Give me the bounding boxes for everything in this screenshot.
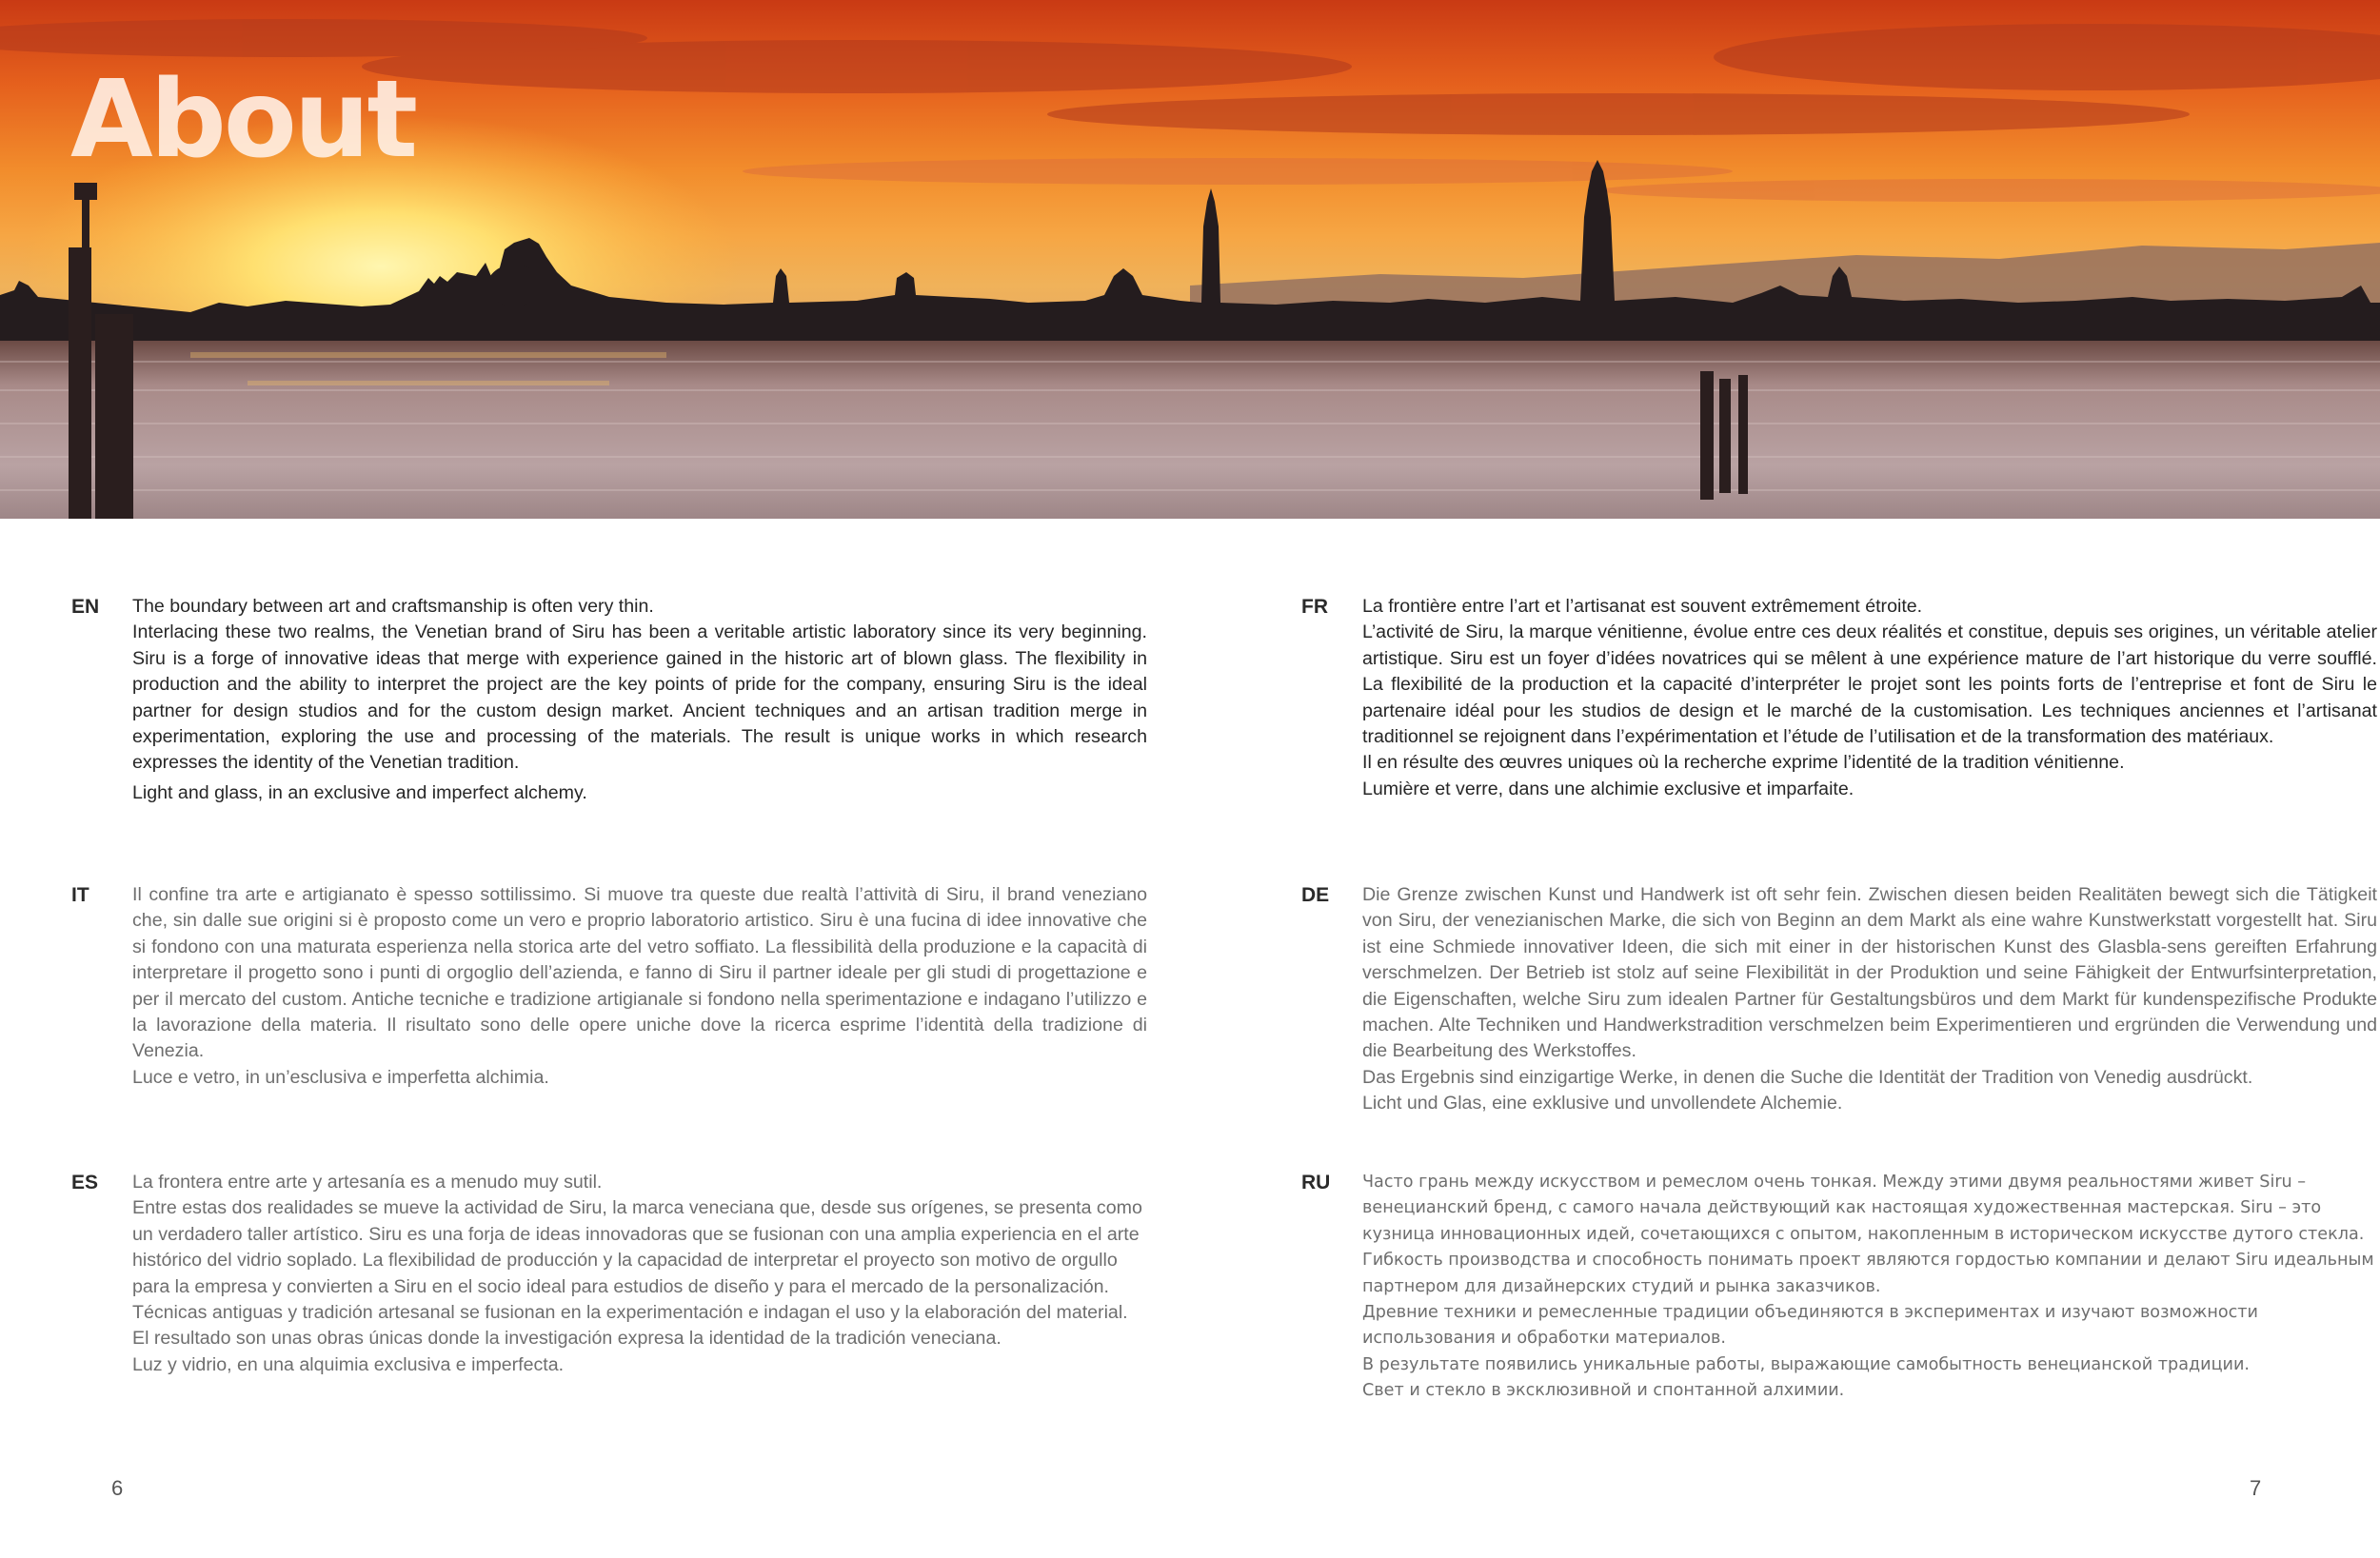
page-title: About [70, 58, 416, 182]
language-code: EN [71, 596, 100, 618]
paragraph: Часто грань между искусством и ремеслом очень тонкая. Между этими двумя реальностями живет Siru – венецианский бренд, с самого начала действующий как настоящая художественная мастерская. Siru – это кузница инновационных идей, сочетающихся с опытом, накопленным в историческом искусстве дутого стекла. [1362, 1173, 2365, 1244]
paragraph: Luce e vetro, in un’esclusiva e imperfetta alchimia. [132, 1066, 549, 1088]
page-number-left: 6 [111, 1476, 124, 1500]
section-it [71, 882, 1147, 1091]
paragraph: Il en résulte des œuvres uniques où la recherche exprime l’identité de la tradition vénitienne. [1362, 752, 2125, 774]
paragraph: Licht und Glas, eine exklusive und unvollendete Alchemie. [1362, 1093, 1843, 1114]
section-text [1362, 594, 2377, 802]
paragraph: Técnicas antiguas y tradición artesanal se fusionan en la experimentación e indagan el uso y la elaboración del material. El resultado son unas obras únicas donde la investigación expresa la identidad de la tradición veneciana. [132, 1302, 1128, 1350]
language-code: RU [1301, 1172, 1331, 1193]
language-code: ES [71, 1172, 99, 1193]
paragraph: Light and glass, in an exclusive and imperfect alchemy. [132, 781, 587, 803]
paragraph: Die Grenze zwischen Kunst und Handwerk ist oft sehr fein. Zwischen diesen beiden Realitäten bewegt sich die Tätigkeit von Siru, der venezianischen Marke, die sich von Beginn an dem Markt als eine wahre Kunstwerkstatt vorgestellt hat. Siru ist eine Schmiede innovativer Ideen, die sich mit einer in der historischen Kunst des Glasbla-sens gereiften Erfahrung verschmelzen. Der Betrieb ist stolz auf seine Flexibilität in der Produktion und seine Fähigkeit der Entwurfsinterpretation, die Eigenschaften, welche Siru zum idealen Partner für Gestaltungsbüros und dem Markt für kundenspezifische Produkte machen. Alte Techniken und Handwerkstradition verschmelzen beim Experimentieren und ergründen die Verwendung und die Bearbeitung des Werkstoffes. [1362, 884, 2377, 1062]
section-text [1362, 1170, 2377, 1405]
section-es [71, 1170, 1147, 1378]
section-ru [1301, 1170, 2377, 1405]
paragraph: В результате появились уникальные работы, выражающие самобытность венецианской традиции. [1362, 1354, 2251, 1374]
paragraph: Il confine tra arte e artigianato è spesso sottilissimo. Si muove tra queste due realtà l’attività di Siru, il brand veneziano che, sin dalle sue origini si è proposto come un vero e proprio laboratorio artistico. Siru è una fucina di idee innovative che si fondono con una maturata esperienza nella storica arte del vetro soffiato. La flessibilità della produzione e la capacità di interpretare il progetto sono i punti di orgoglio dell’azienda, e fanno di Siru il partner ideale per gli studi di progettazione e per il mercato del custom. Antiche tecniche e tradizione artigianale si fondono nella sperimentazione e indagano l’utilizzo e la lavorazione della materia. Il risultato sono delle opere uniche dove la ricerca esprime l’identità della tradizione di Venezia. [132, 884, 1147, 1062]
section-text [132, 882, 1147, 1091]
language-code: FR [1301, 596, 1328, 618]
section-text [1362, 882, 2377, 1117]
paragraph: Luz y vidrio, en una alquimia exclusiva e imperfecta. [132, 1353, 565, 1375]
paragraph: Свет и стекло в эксклюзивной и спонтанной алхимии. [1362, 1381, 1845, 1401]
language-code: DE [1301, 884, 1330, 906]
page-number-right: 7 [2250, 1476, 2262, 1500]
paragraph: Interlacing these two realms, the Venetian brand of Siru has been a veritable artistic laboratory since its very beginning. Siru is a forge of innovative ideas that merge with experience gained in the historic art of blown glass. The flexibility in production and the ability to interpret the project are the key points of pride for the company, ensuring Siru is the ideal partner for design studios and for the custom design market. Ancient techniques and an artisan tradition merge in experimentation, exploring the use and processing of the materials. The result is unique works in which research expresses the identity of the Venetian tradition. [132, 621, 1147, 774]
section-text [132, 594, 1147, 806]
section-fr [1301, 594, 2377, 802]
section-text [132, 1170, 1147, 1378]
paragraph: Древние техники и ремесленные традиции объединяются в экспериментах и изучают возможности использования и обработки материалов. [1362, 1303, 2258, 1349]
paragraph: The boundary between art and craftsmanship is often very thin. [132, 596, 654, 617]
paragraph: Гибкость производства и способность понимать проект являются гордостью компании и делают Siru идеальным партнером для дизайнерских студий и рынка заказчиков. [1362, 1251, 2374, 1296]
paragraph: La frontière entre l’art et l’artisanat est souvent extrêmement étroite. [1362, 596, 1923, 617]
hero-image [0, 0, 2380, 519]
paragraph: La frontera entre arte y artesanía es a menudo muy sutil. [132, 1172, 603, 1193]
paragraph: Entre estas dos realidades se mueve la actividad de Siru, la marca veneciana que, desde sus orígenes, se presenta como un verdadero taller artístico. Siru es una forja de ideas innovadoras que se fusionan con una amplia experiencia en el arte histórico del vidrio soplado. La flexibilidad de producción y la capacidad de interpretar el proyecto son motivo de orgullo para la empresa y convierten a Siru en el socio ideal para estudios de diseño y para el mercado de la personalización. [132, 1197, 1142, 1297]
paragraph: L’activité de Siru, la marque vénitienne, évolue entre ces deux réalités et constitue, depuis ses origines, un véritable atelier artistique. Siru est un foyer d’idées novatrices qui se mêlent à une expérience mature de l’art historique du verre soufflé. La flexibilité de la production et la capacité d’interpréter le projet sont les points forts de l’entreprise et font de Siru le partenaire idéal pour les studios de design et le marché de la customisation. Les techniques anciennes et l’artisanat traditionnel se rejoignent dans l’expérimentation et l’étude de l’utilisation et de la transformation des matériaux. [1362, 621, 2377, 748]
section-de [1301, 882, 2377, 1117]
section-en [71, 594, 1147, 806]
paragraph: Das Ergebnis sind einzigartige Werke, in denen die Suche die Identität der Tradition von Venedig ausdrückt. [1362, 1066, 2253, 1088]
language-code: IT [71, 884, 89, 906]
paragraph: Lumière et verre, dans une alchimie exclusive et imparfaite. [1362, 778, 1854, 799]
